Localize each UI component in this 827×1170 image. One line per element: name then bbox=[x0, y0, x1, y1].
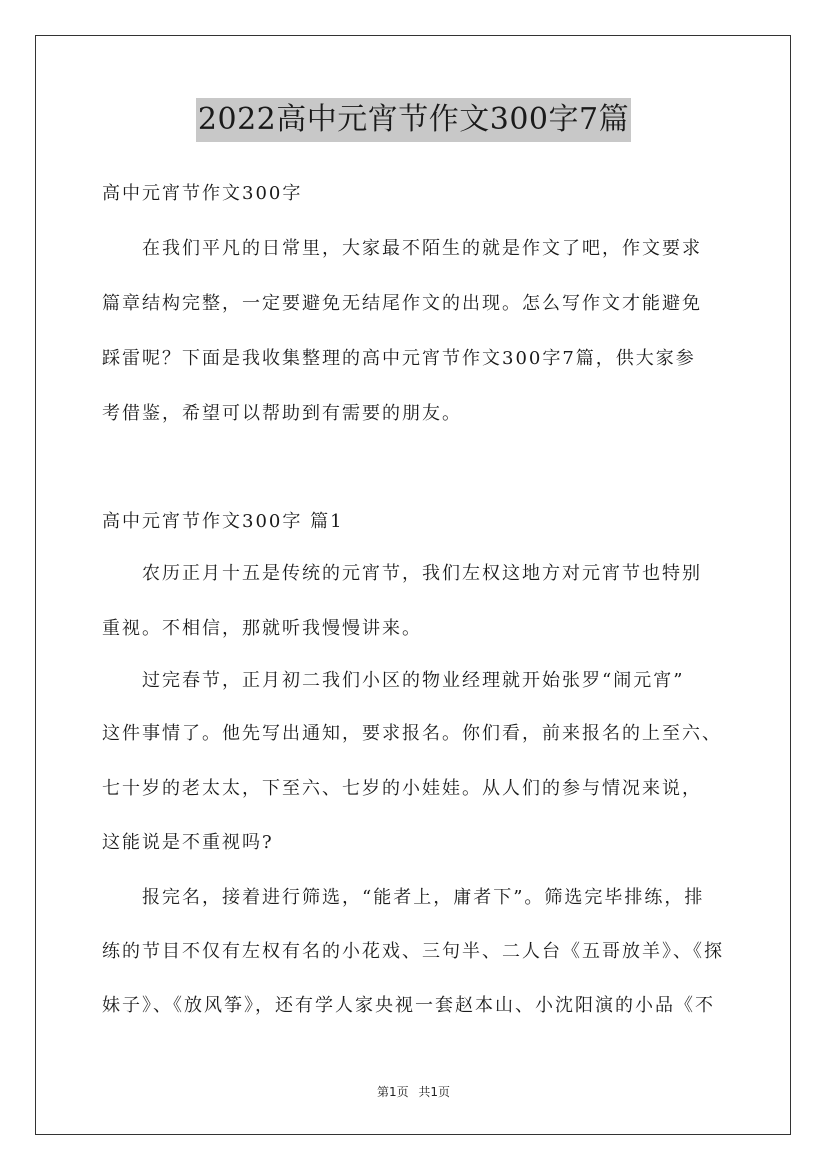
intro-line: 在我们平凡的日常里，大家最不陌生的就是作文了吧，作文要求 bbox=[102, 238, 702, 259]
document-subtitle: 高中元宵节作文300字 bbox=[102, 183, 303, 204]
document-title: 2022高中元宵节作文300字7篇 bbox=[196, 98, 631, 142]
body-line: 这能说是不重视吗? bbox=[102, 832, 274, 853]
intro-line: 踩雷呢？下面是我收集整理的高中元宵节作文300字7篇，供大家参 bbox=[102, 348, 696, 369]
page-footer bbox=[0, 1083, 827, 1100]
body-line: 妹子》、《放风筝》，还有学人家央视一套赵本山、小沈阳演的小品《不 bbox=[102, 995, 715, 1016]
intro-line: 考借鉴，希望可以帮助到有需要的朋友。 bbox=[102, 403, 462, 424]
body-line: 重视。不相信，那就听我慢慢讲来。 bbox=[102, 618, 422, 639]
page-total: 共1页 bbox=[418, 1085, 451, 1099]
body-line: 七十岁的老太太，下至六、七岁的小娃娃。从人们的参与情况来说， bbox=[102, 778, 702, 799]
page-number: 第1页 bbox=[376, 1085, 409, 1099]
title-container bbox=[0, 98, 827, 142]
body-line: 这件事情了。他先写出通知，要求报名。你们看，前来报名的上至六、 bbox=[102, 723, 722, 744]
body-line: 练的节目不仅有左权有名的小花戏、三句半、二人台《五哥放羊》、《探 bbox=[102, 941, 724, 962]
section-heading: 高中元宵节作文300字 篇1 bbox=[102, 511, 344, 532]
body-line: 农历正月十五是传统的元宵节，我们左权这地方对元宵节也特别 bbox=[102, 563, 702, 584]
body-line: 报完名，接着进行筛选，“能者上，庸者下”。筛选完毕排练，排 bbox=[102, 887, 705, 908]
intro-line: 篇章结构完整，一定要避免无结尾作文的出现。怎么写作文才能避免 bbox=[102, 293, 702, 314]
body-line: 过完春节，正月初二我们小区的物业经理就开始张罗“闹元宵” bbox=[102, 670, 685, 691]
